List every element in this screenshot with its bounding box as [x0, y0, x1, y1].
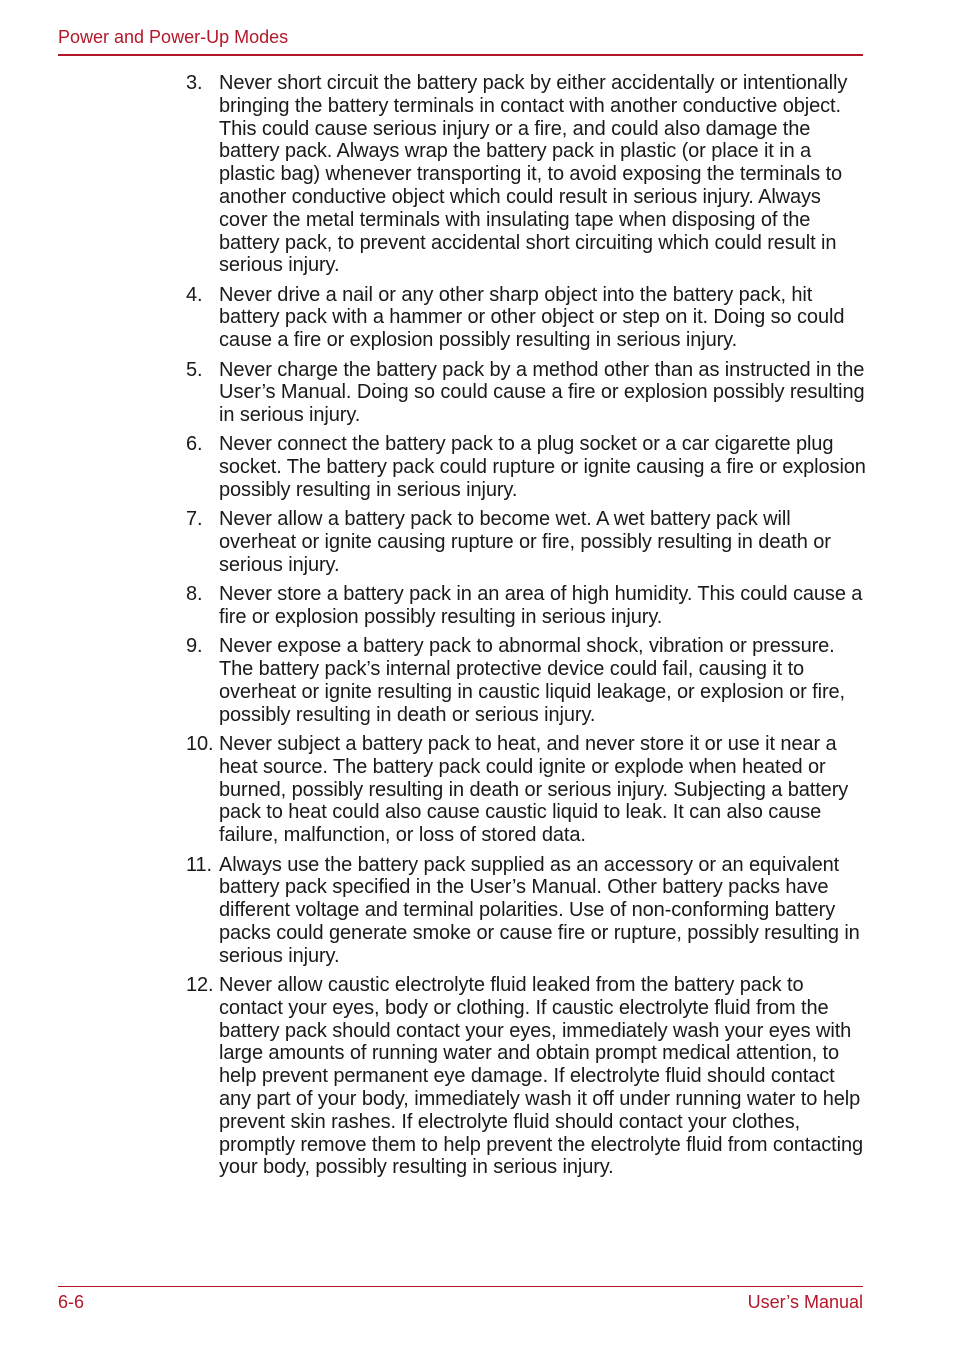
manual-title: User’s Manual: [747, 1292, 863, 1312]
list-item: [186, 733, 866, 847]
list-item-text: Never drive a nail or any other sharp object into the battery pack, hit battery pack with a hammer or other object or step on it. Doing so could cause a fire or explosion possibly resulting in serious injury.: [219, 283, 845, 352]
list-item: [186, 974, 866, 1179]
list-item-number: 8.: [186, 583, 203, 606]
list-item: [186, 508, 866, 576]
list-item-number: 12.: [186, 973, 214, 996]
header-divider: [58, 54, 863, 56]
list-item: [186, 433, 866, 501]
list-item-text: Never connect the battery pack to a plug socket or a car cigarette plug socket. The battery pack could rupture or ignite causing a fire or explosion possibly resulting in serious injury.: [219, 433, 866, 502]
list-item-text: Never store a battery pack in an area of high humidity. This could cause a fire or explosion possibly resulting in serious injury.: [219, 583, 863, 629]
list-item-number: 5.: [186, 358, 203, 381]
list-item: [186, 635, 866, 726]
list-item-number: 10.: [186, 733, 214, 756]
list-item-number: 6.: [186, 433, 203, 456]
running-header-title: Power and Power-Up Modes: [58, 27, 289, 47]
list-item-text: Never allow caustic electrolyte fluid leaked from the battery pack to contact your eyes, body or clothing. If caustic electrolyte fluid from the battery pack should contact your eyes, immediately wash your eyes with large amounts of running water and obtain prompt medical attention, to help prevent permanent eye damage. If electrolyte fluid should contact any part of your body, immediately wash it off under running water to help prevent skin rashes. If electrolyte fluid should contact your clothes, promptly remove them to help prevent the electrolyte fluid from contacting your body, possibly resulting in serious injury.: [219, 973, 864, 1179]
list-item-text: Always use the battery pack supplied as an accessory or an equivalent battery pack specified in the User’s Manual. Other battery packs have different voltage and terminal polarities. Use of non-conforming battery packs could generate smoke or cause fire or rupture, possibly resulting in serious injury.: [219, 853, 860, 967]
list-item-number: 11.: [186, 853, 213, 876]
list-item-number: 7.: [186, 508, 203, 531]
list-item-text: Never expose a battery pack to abnormal shock, vibration or pressure. The battery pack’s internal protective device could fail, causing it to overheat or ignite resulting in caustic liquid leakage, or explosion or fire, possibly resulting in death or serious injury.: [219, 635, 845, 726]
list-item: [186, 359, 866, 427]
list-item-number: 4.: [186, 283, 203, 306]
list-item-number: 3.: [186, 72, 203, 94]
list-item: [186, 284, 866, 352]
list-item-text: Never charge the battery pack by a method other than as instructed in the User’s Manual. Doing so could cause a fire or explosion possibly resulting in serious injury.: [219, 358, 865, 427]
page-number: 6-6: [58, 1292, 85, 1312]
list-item-text: Never short circuit the battery pack by either accidentally or intentionally bringing the battery terminals in contact with another conductive object. This could cause serious injury or a fire, and could also damage the battery pack. Always wrap the battery pack in plastic (or place it in a plastic bag) whenever transporting it, to avoid exposing the terminals to another conductive object which could result in serious injury. Always cover the metal terminals with insulating tape when disposing of the battery pack, to prevent accidental short circuiting which could result in serious injury.: [219, 72, 848, 277]
list-item-text: Never allow a battery pack to become wet. A wet battery pack will overheat or ignite causing rupture or fire, possibly resulting in death or serious injury.: [219, 508, 831, 576]
list-item-number: 9.: [186, 635, 203, 658]
list-item: [186, 583, 866, 629]
list-item-text: Never subject a battery pack to heat, and never store it or use it near a heat source. The battery pack could ignite or explode when heated or burned, possibly resulting in death or serious injury. Subjecting a battery pack to heat could also cause caustic liquid to leak. It can also cause failure, malfunction, or loss of stored data.: [219, 733, 849, 847]
footer-divider: [58, 1286, 863, 1287]
numbered-list: [186, 72, 866, 1186]
list-item: [186, 854, 866, 968]
list-item: [186, 72, 866, 277]
